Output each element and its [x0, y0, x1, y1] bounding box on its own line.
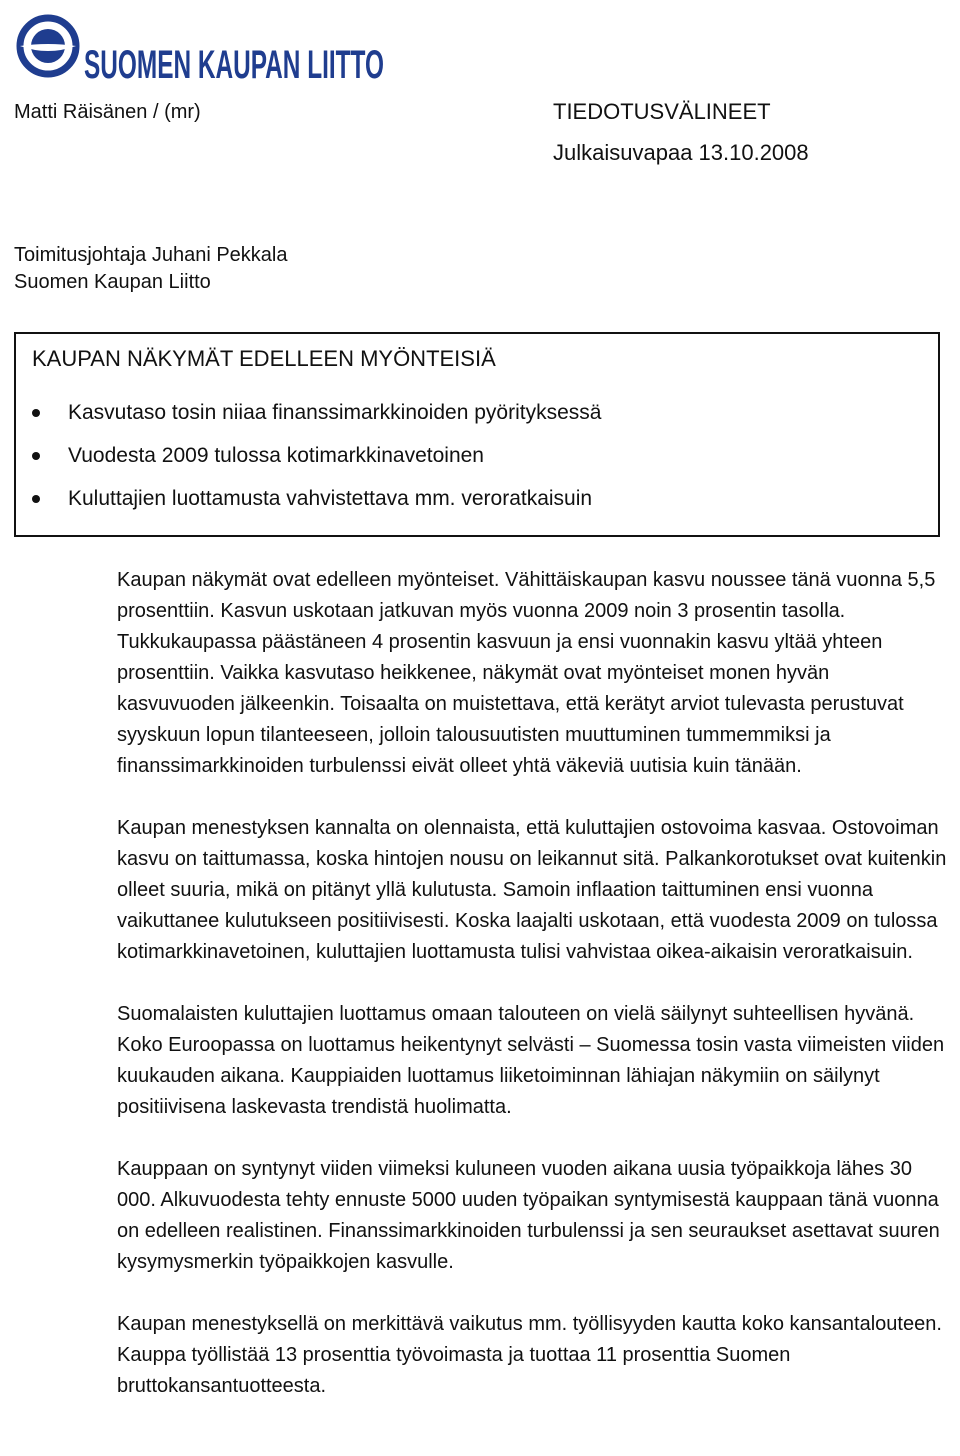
sender-organization: Suomen Kaupan Liitto — [14, 271, 211, 293]
body-paragraph: Kauppaan on syntynyt viiden viimeksi kuluneen vuoden aikana uusia työpaikkoja lähes 30 000. Alkuvuodesta tehty ennuste 5000 uuden työpaikan syntymisestä kauppaan tänä vuonna on edelleen realistinen. Finanssimarkkinoiden turbulenssi ja sen seuraukset asettavat suuren kysymysmerkin työpaikkojen kasvulle. — [117, 1158, 940, 1273]
headline: KAUPAN NÄKYMÄT EDELLEEN MYÖNTEISIÄ — [32, 346, 496, 371]
bullet-icon — [32, 452, 40, 460]
bullet-text: Kuluttajien luottamusta vahvistettava mm. veroratkaisuin — [68, 487, 593, 510]
body-paragraph: Kaupan menestyksellä on merkittävä vaikutus mm. työllisyyden kautta koko kansantalouteen. Kauppa työllistää 13 prosenttia työvoimasta ja tuottaa 11 prosenttia Suomen bruttokansantuotteesta. — [117, 1313, 942, 1397]
body-paragraph: Kaupan menestyksen kannalta on olennaista, että kuluttajien ostovoima kasvaa. Ostovoiman kasvu on taittumassa, koska hintojen nousu on leikannut sitä. Palkankorotukset ovat kuitenkin olleet suuria, mikä on pitänyt yllä kulutusta. Samoin inflaation taittuminen ensi vuonna vaikuttanee kulutukseen positiivisesti. Koska laajalti uskotaan, että vuodesta 2009 on tulossa kotimarkkinavetoinen, kuluttajien luottamusta tulisi vahvistaa oikea-aikaisin veroratkaisuin. — [117, 817, 947, 963]
bullet-text: Kasvutaso tosin niiaa finanssimarkkinoiden pyörityksessä — [68, 401, 602, 424]
release-date: Julkaisuvapaa 13.10.2008 — [553, 140, 809, 165]
body-text — [117, 565, 947, 1433]
sender-title: Toimitusjohtaja Juhani Pekkala — [14, 244, 288, 266]
summary-bullets — [30, 400, 601, 529]
body-paragraph: Kaupan näkymät ovat edelleen myönteiset. Vähittäiskaupan kasvu noussee tänä vuonna 5,5 prosenttiin. Kasvun uskotaan jatkuvan myös vuonna 2009 noin 3 prosentin tasolla. Tukkukaupassa päästäneen 4 prosentin kasvuun ja ensi vuonnakin kasvu yltää yhteen prosenttiin. Vaikka kasvutaso heikkenee, näkymät ovat myönteiset monen hyvän kasvuvuoden jälkeenkin. Toisaalta on muistettava, että kerätyt arviot tulevasta perustuvat syyskuun lopun tilanteeseen, jolloin talousuutisten muuttuminen tummemmiksi ja finanssimarkkinoiden turbulenssi eivät olleet yhtä väkeviä uutisia kuin tänään. — [117, 569, 936, 777]
bullet-item — [30, 443, 601, 486]
document-type: TIEDOTUSVÄLINEET — [553, 99, 771, 124]
organization-logo — [14, 12, 386, 87]
bullet-item — [30, 400, 601, 443]
skl-circle-logo-icon — [14, 12, 386, 87]
summary-box — [14, 332, 940, 537]
bullet-item — [30, 486, 601, 529]
bullet-icon — [32, 495, 40, 503]
bullet-text: Vuodesta 2009 tulossa kotimarkkinavetoinen — [68, 444, 484, 467]
bullet-icon — [32, 409, 40, 417]
author-initials: Matti Räisänen / (mr) — [14, 101, 201, 123]
logo-text: SUOMEN KAUPAN LIITTO — [84, 43, 384, 87]
body-paragraph: Suomalaisten kuluttajien luottamus omaan talouteen on vielä säilynyt suhteellisen hyvänä. Koko Euroopassa on luottamus heikentynyt selvästi – Suomessa tosin vasta viimeisten viiden kuukauden aikana. Kauppiaiden luottamus liiketoiminnan lähiajan näkymiin on säilynyt positiivisena laskevasta trendistä huolimatta. — [117, 1003, 945, 1118]
sender-block — [14, 242, 288, 296]
